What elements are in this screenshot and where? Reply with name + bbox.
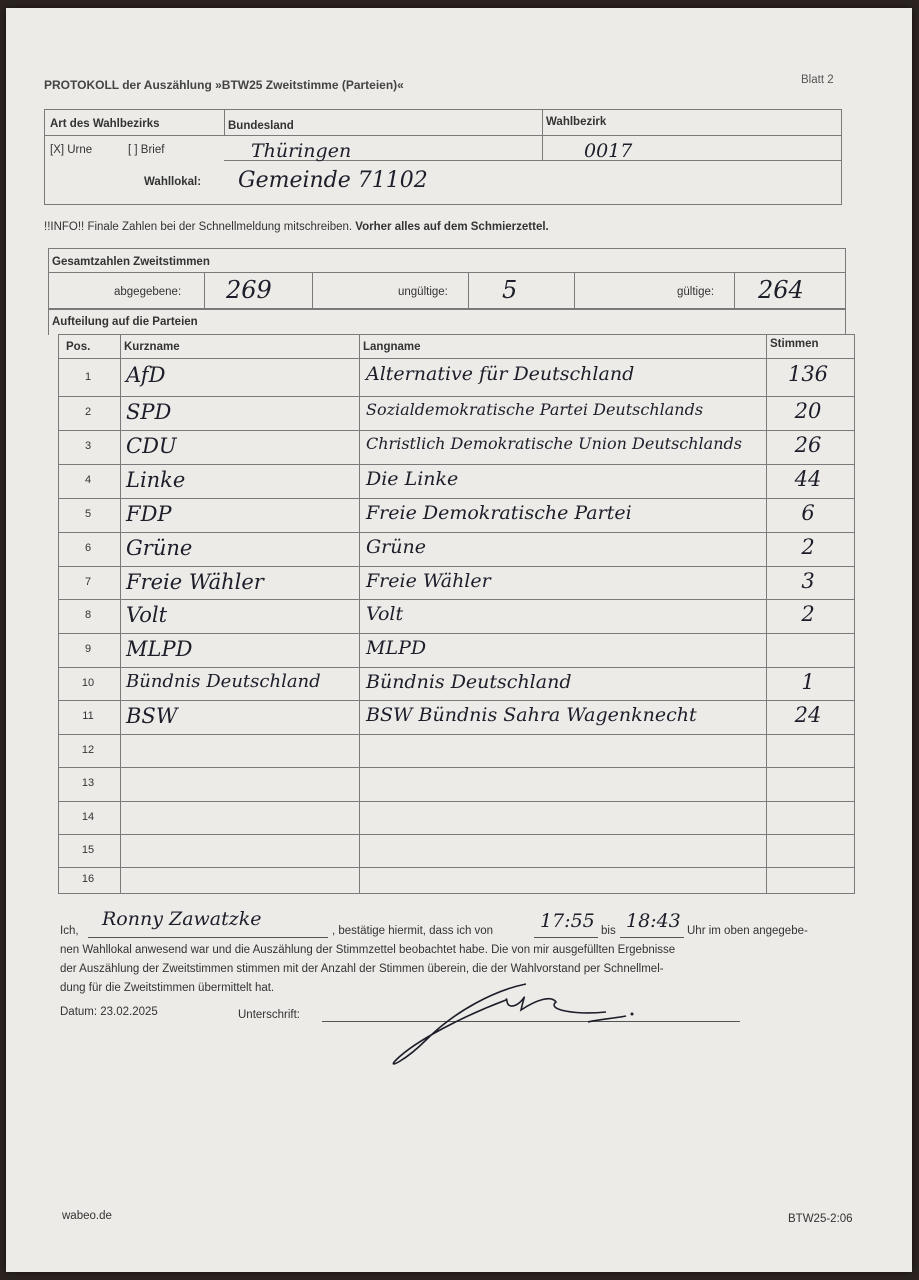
- row-kurzname: Linke: [126, 468, 186, 492]
- gueltige-label: gültige:: [677, 286, 715, 298]
- row-langname: Grüne: [366, 536, 426, 558]
- totals-heading: Gesamtzahlen Zweitstimmen: [52, 256, 210, 268]
- row-kurzname: FDP: [126, 502, 172, 526]
- brief-checkbox[interactable]: [ ] Brief: [128, 144, 165, 156]
- row-pos: 2: [84, 406, 92, 418]
- bundesland-label: Bundesland: [228, 120, 294, 132]
- row-pos: 1: [84, 370, 92, 383]
- row-langname: Christlich Demokratische Union Deutschlands: [366, 434, 742, 453]
- row-pos: 16: [81, 872, 95, 885]
- row-langname: Sozialdemokratische Partei Deutschlands: [366, 400, 704, 419]
- row-kurzname: SPD: [126, 400, 172, 424]
- col-stimmen: Stimmen: [770, 338, 819, 350]
- info-emphasis: Vorher alles auf dem Schmierzettel.: [355, 221, 549, 233]
- row-kurzname: Grüne: [126, 536, 193, 560]
- protocol-sheet: [6, 8, 912, 1272]
- row-pos: 5: [84, 508, 92, 520]
- row-pos: 3: [84, 440, 92, 452]
- row-kurzname: Volt: [126, 603, 168, 627]
- footer-form-id: BTW25-2:06: [788, 1213, 853, 1225]
- row-langname: Freie Demokratische Partei: [366, 502, 632, 524]
- bundesland-value: Thüringen: [251, 140, 352, 162]
- col-pos: Pos.: [66, 341, 91, 353]
- datum: Datum: 23.02.2025: [60, 1006, 158, 1018]
- confirm-t2: , bestätige hiermit, dass ich von: [332, 925, 494, 937]
- from-time: 17:55: [540, 910, 595, 932]
- row-pos: 9: [84, 643, 92, 655]
- row-stimmen: 6: [801, 501, 815, 525]
- row-kurzname: CDU: [126, 434, 177, 458]
- row-kurzname: Freie Wähler: [126, 570, 264, 594]
- document-title: PROTOKOLL der Auszählung »BTW25 Zweitstimme (Parteien)«: [44, 78, 404, 92]
- row-kurzname: AfD: [126, 363, 166, 387]
- row-kurzname: Bündnis Deutschland: [126, 671, 321, 692]
- row-stimmen: 26: [794, 433, 822, 457]
- parties-heading: Aufteilung auf die Parteien: [52, 316, 198, 328]
- observer-name: Ronny Zawatzke: [102, 908, 262, 930]
- art-label: Art des Wahlbezirks: [50, 118, 160, 130]
- gueltige-value: 264: [758, 276, 804, 304]
- row-langname: BSW Bündnis Sahra Wagenknecht: [366, 704, 697, 726]
- row-langname: Freie Wähler: [366, 570, 491, 592]
- confirm-t3: bis: [601, 925, 616, 937]
- row-langname: Bündnis Deutschland: [366, 671, 572, 693]
- row-pos: 6: [84, 542, 92, 554]
- row-pos: 7: [84, 575, 92, 588]
- row-stimmen: 2: [801, 535, 815, 559]
- row-pos: 15: [81, 843, 95, 856]
- sheet-number: Blatt 2: [801, 74, 834, 86]
- row-stimmen: 3: [801, 569, 815, 593]
- row-pos: 12: [81, 743, 95, 756]
- confirm-t1: Ich,: [60, 925, 79, 937]
- row-langname: Alternative für Deutschland: [366, 363, 635, 385]
- confirm-t4: Uhr im oben angegebe-: [687, 925, 808, 937]
- row-langname: Die Linke: [366, 468, 459, 490]
- wahlbezirk-value: 0017: [584, 140, 633, 162]
- info-prefix: !!INFO!! Finale Zahlen bei der Schnellmeldung mitschreiben.: [44, 221, 353, 233]
- row-pos: 11: [82, 710, 94, 722]
- row-pos: 4: [84, 474, 92, 486]
- confirm-line4: dung für die Zweitstimmen übermittelt hat.: [60, 982, 275, 994]
- unterschrift-label: Unterschrift:: [238, 1009, 300, 1021]
- abgegebene-label: abgegebene:: [114, 286, 182, 298]
- row-kurzname: MLPD: [126, 637, 193, 661]
- ungueltige-label: ungültige:: [398, 286, 448, 298]
- to-time: 18:43: [626, 910, 681, 932]
- confirm-line3: der Auszählung der Zweitstimmen stimmen mit der Anzahl der Stimmen überein, die der Wahlvorstand per Schnellmel-: [60, 963, 664, 975]
- row-langname: Volt: [366, 603, 404, 625]
- row-stimmen: 2: [801, 602, 815, 626]
- confirm-line2: nen Wahllokal anwesend war und die Auszählung der Stimmzettel beobachtet habe. Die von mir ausgefüllten Ergebnisse: [60, 944, 676, 956]
- signature-mark: [376, 970, 636, 1070]
- footer-website: wabeo.de: [62, 1210, 112, 1222]
- info-line: [44, 221, 549, 233]
- row-stimmen: 20: [794, 399, 822, 423]
- wahlbezirk-label: Wahlbezirk: [546, 116, 607, 128]
- ungueltige-value: 5: [502, 276, 518, 304]
- row-kurzname: BSW: [126, 704, 178, 728]
- district-box: [44, 109, 842, 205]
- row-stimmen: 136: [787, 362, 829, 386]
- row-stimmen: 24: [794, 703, 822, 727]
- urne-checkbox[interactable]: [X] Urne: [50, 144, 93, 156]
- row-stimmen: 44: [794, 467, 822, 491]
- row-pos: 8: [84, 609, 92, 621]
- row-stimmen: 1: [801, 670, 815, 694]
- wahllokal-value: Gemeinde 71102: [238, 168, 428, 193]
- row-pos: 13: [81, 777, 95, 789]
- row-langname: MLPD: [366, 637, 427, 659]
- col-kurzname: Kurzname: [124, 341, 180, 353]
- abgegebene-value: 269: [226, 276, 272, 304]
- row-pos: 10: [81, 676, 95, 689]
- row-pos: 14: [81, 810, 95, 823]
- col-langname: Langname: [363, 341, 421, 353]
- wahllokal-label: Wahllokal:: [144, 176, 202, 188]
